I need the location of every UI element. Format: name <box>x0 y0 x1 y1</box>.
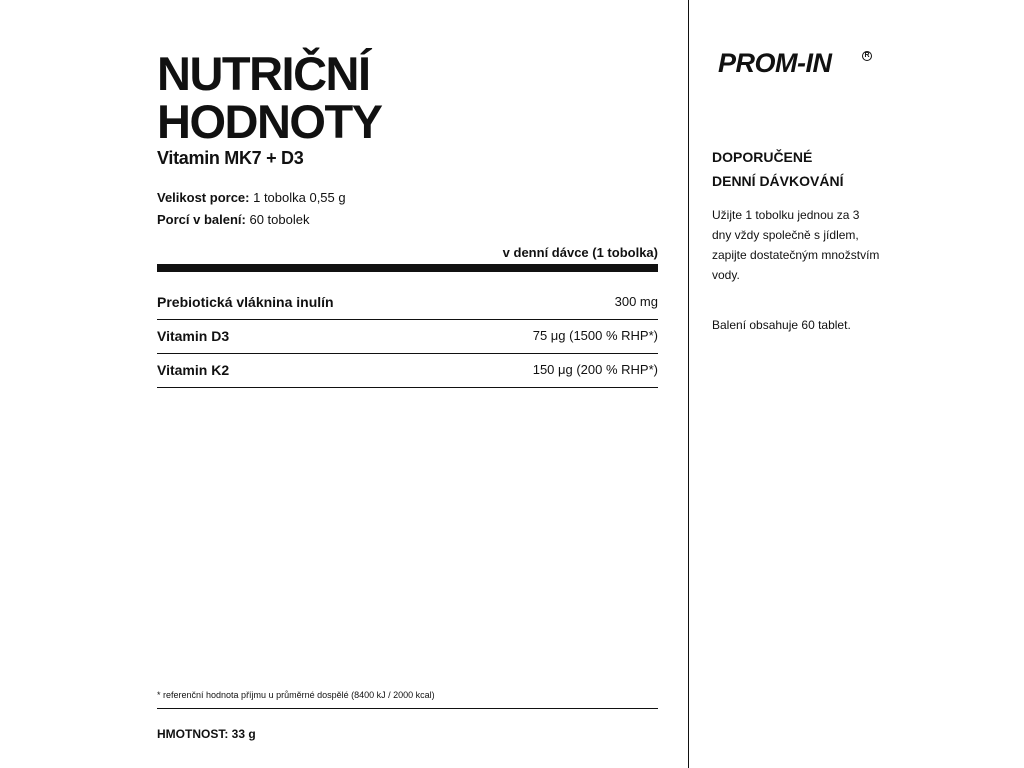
servings-count-value: 60 tobolek <box>245 212 310 227</box>
table-top-rule <box>157 264 658 272</box>
nutrient-name: Vitamin D3 <box>157 328 230 344</box>
servings-count-label: Porcí v balení: <box>157 212 246 227</box>
product-name: Vitamin MK7 + D3 <box>157 148 304 168</box>
table-row <box>157 320 658 354</box>
table-row <box>157 286 658 320</box>
dosage-heading-line-1: DOPORUČENÉ <box>712 149 813 165</box>
footnote: * referenční hodnota příjmu u průměrné dospělé (8400 kJ / 2000 kcal) <box>157 690 435 700</box>
column-header: v denní dávce (1 tobolka) <box>502 245 658 260</box>
nutrient-value: 300 mg <box>614 294 658 309</box>
servings-per-package <box>157 212 309 228</box>
dosage-panel <box>712 0 1012 768</box>
dosage-heading <box>712 145 843 193</box>
serving-size-value: 1 tobolka 0,55 g <box>249 190 346 205</box>
nutrient-value: 75 μg (1500 % RHP*) <box>532 328 658 343</box>
nutrient-name: Prebiotická vláknina inulín <box>157 294 334 310</box>
page-title <box>157 47 382 148</box>
title-line-2: HODNOTY <box>157 95 382 148</box>
table-row <box>157 354 658 388</box>
registered-mark-icon: R <box>862 51 872 61</box>
nutrient-value: 150 μg (200 % RHP*) <box>532 362 658 377</box>
brand-logo: PROM-IN <box>718 48 832 78</box>
nutrient-name: Vitamin K2 <box>157 362 230 378</box>
serving-size <box>157 190 346 206</box>
vertical-divider <box>688 0 689 768</box>
nutrition-panel <box>157 0 658 768</box>
footer-rule <box>157 708 658 709</box>
net-weight: HMOTNOST: 33 g <box>157 727 256 741</box>
package-note: Balení obsahuje 60 tablet. <box>712 318 851 332</box>
dosage-instructions: Užijte 1 tobolku jednou za 3 dny vždy společně s jídlem, zapijte dostatečným množstvím vody. <box>712 208 880 282</box>
nutrient-table <box>157 286 658 388</box>
title-line-1: NUTRIČNÍ <box>157 47 370 100</box>
serving-size-label: Velikost porce: <box>157 190 250 205</box>
dosage-heading-line-2: DENNÍ DÁVKOVÁNÍ <box>712 173 844 189</box>
